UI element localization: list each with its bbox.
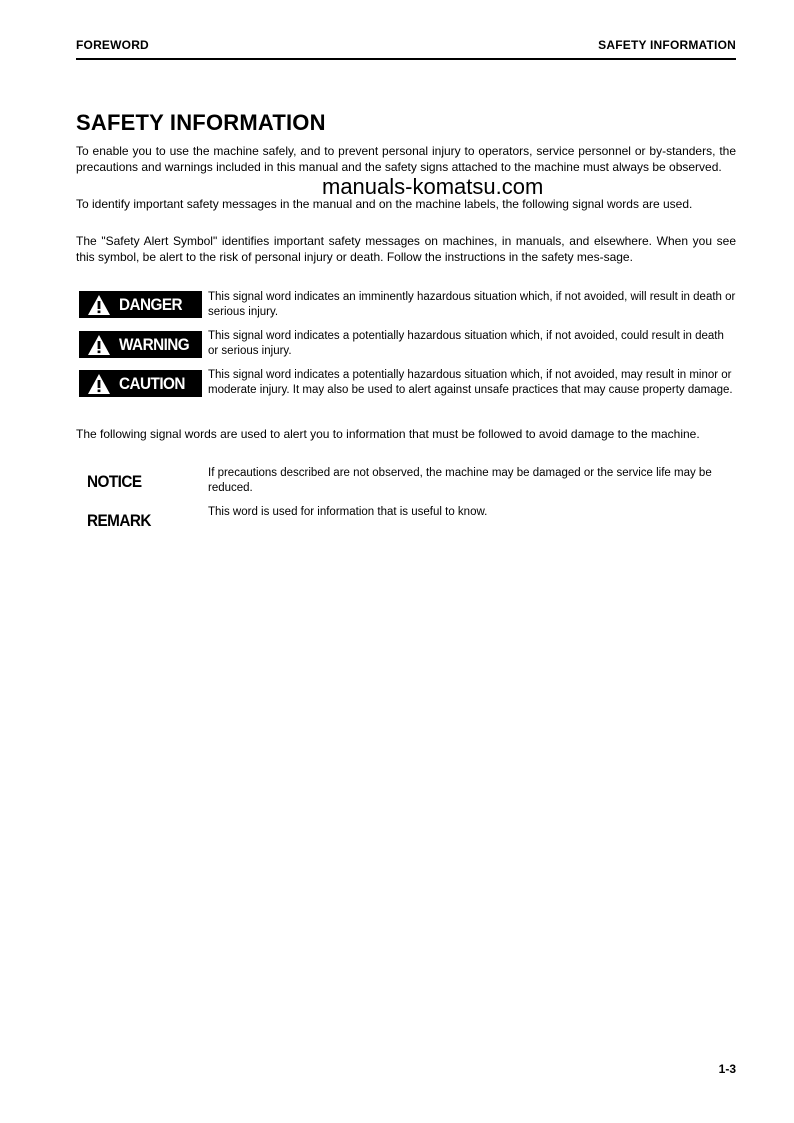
signal-words-paragraph: To identify important safety messages in the manual and on the machine labels, the following signal words are used. <box>76 197 693 211</box>
remark-description: This word is used for information that is useful to know. <box>208 506 488 518</box>
warning-description: This signal word indicates a potentially hazardous situation which, if not avoided, could result in death or serious injury. <box>208 330 724 357</box>
page-header <box>76 38 736 60</box>
safety-alert-triangle-icon <box>87 334 111 356</box>
danger-badge <box>79 291 202 318</box>
caution-description: This signal word indicates a potentially hazardous situation which, if not avoided, may result in minor or moderate injury. It may also be used to alert against unsafe practices that may cause property damage. <box>208 369 733 396</box>
danger-word: DANGER <box>119 294 183 314</box>
warning-badge <box>79 331 202 358</box>
caution-word: CAUTION <box>119 373 185 393</box>
header-chapter-label: SAFETY INFORMATION <box>598 38 736 52</box>
warning-word: WARNING <box>119 334 190 354</box>
watermark-text: manuals-komatsu.com <box>322 174 544 199</box>
page-number: 1-3 <box>718 1062 736 1076</box>
safety-alert-triangle-icon <box>87 294 111 316</box>
header-section-label: FOREWORD <box>76 38 149 52</box>
notice-description: If precautions described are not observed, the machine may be damaged or the service life may be reduced. <box>208 467 712 494</box>
remark-word: REMARK <box>87 511 151 530</box>
safety-alert-triangle-icon <box>87 373 111 395</box>
notice-word: NOTICE <box>87 472 142 491</box>
damage-paragraph: The following signal words are used to alert you to information that must be followed to avoid damage to the machine. <box>76 427 700 441</box>
danger-description: This signal word indicates an imminently hazardous situation which, if not avoided, will result in death or serious injury. <box>208 291 736 318</box>
safety-alert-paragraph: The "Safety Alert Symbol" identifies important safety messages on machines, in manuals, and elsewhere. When you see this symbol, be alert to the risk of personal injury or death. Follow the instructions in the safety mes-sage. <box>76 234 736 264</box>
page-title: SAFETY INFORMATION <box>76 110 326 135</box>
caution-badge <box>79 370 202 397</box>
intro-paragraph: To enable you to use the machine safely, and to prevent personal injury to operators, service personnel or by-standers, the precautions and warnings included in this manual and the safety signs attached to the machine must always be observed. <box>76 144 736 174</box>
